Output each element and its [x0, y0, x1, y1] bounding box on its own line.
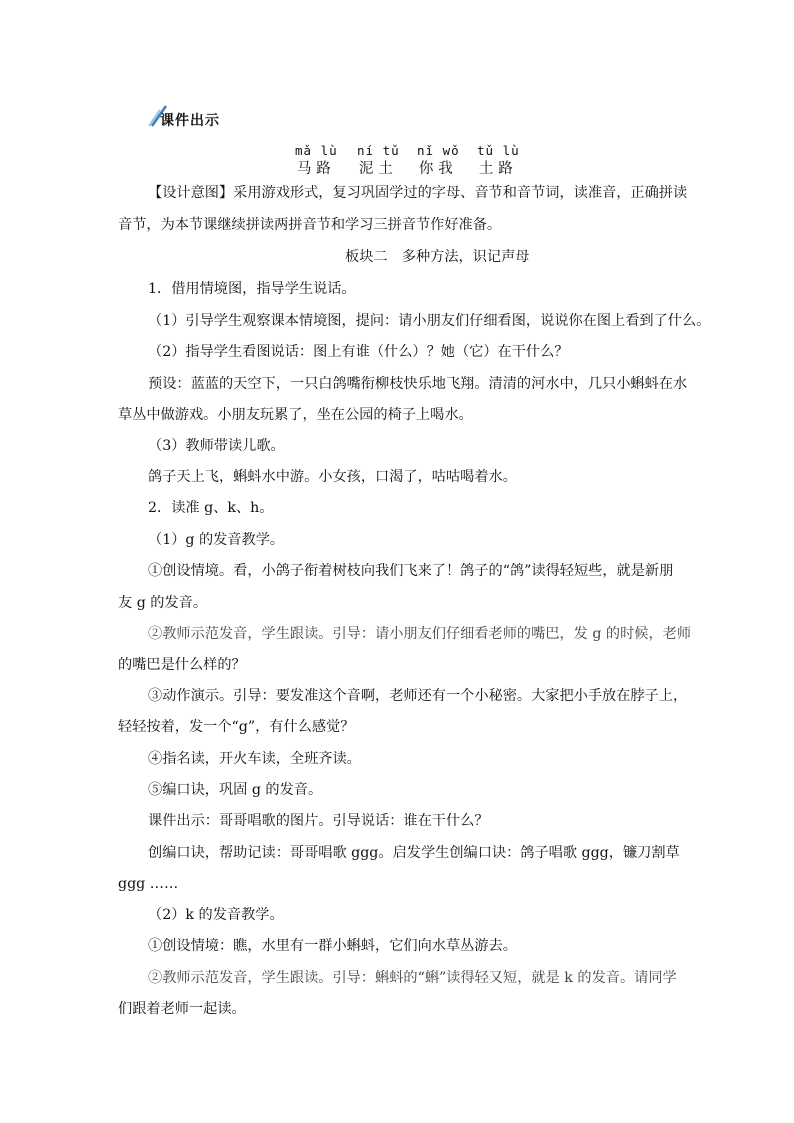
paragraph-line: 课件出示：哥哥唱歌的图片。引导说话：谁在干什么？ — [148, 813, 489, 829]
pinyin-text: nǐ wǒ — [417, 143, 460, 158]
paragraph-line: （1）g 的发音教学。 — [148, 532, 285, 548]
paragraph-line: 鸽子天上飞，蝌蚪水中游。小女孩，口渴了，咕咕喝着水。 — [148, 469, 517, 485]
paragraph-line: ④指名读，开火车读，全班齐读。 — [148, 751, 361, 767]
paragraph-line: ②教师示范发音，学生跟读。引导：蝌蚪的“蝌”读得轻又短，就是 k 的发音。请同学 — [148, 970, 677, 986]
paragraph-line: 创编口诀，帮助记读：哥哥唱歌 ggg。启发学生创编口诀：鸽子唱歌 ggg，镰刀割草 — [148, 845, 680, 861]
paragraph-line: 们跟着老师一起读。 — [118, 1001, 246, 1017]
paragraph-line: 的嘴巴是什么样的？ — [118, 657, 246, 673]
paragraph-line: 友 g 的发音。 — [118, 595, 208, 611]
paragraph-line: （1）引导学生观察课本情境图，提问：请小朋友们仔细看图，说说你在图上看到了什么。 — [148, 313, 711, 329]
paragraph-line: ggg …… — [118, 876, 179, 892]
hanzi-text: 马路 — [296, 161, 336, 177]
pinyin-word — [477, 143, 520, 179]
paragraph-line: ①创设情境：瞧，水里有一群小蝌蚪，它们向水草丛游去。 — [148, 938, 517, 954]
hanzi-text: 泥土 — [358, 161, 398, 177]
paragraph-line: 1．借用情境图，指导学生说话。 — [148, 281, 356, 297]
paragraph-line: ①创设情境。看，小鸽子衔着树枝向我们飞来了！鸽子的“鸽”读得轻短些，就是新朋 — [148, 563, 674, 579]
paragraph-line: ⑤编口诀，巩固 g 的发音。 — [148, 782, 323, 798]
pinyin-word — [357, 143, 400, 179]
section-label-text: 课件出示 — [160, 113, 220, 129]
paragraph-line: （2）指导学生看图说话：图上有谁（什么）？她（它）在干什么？ — [148, 344, 569, 360]
paragraph-line: 预设：蓝蓝的天空下，一只白鸽嘴衔柳枝快乐地飞翔。清清的河水中，几只小蝌蚪在水 — [148, 376, 688, 392]
pinyin-text: ní tǔ — [357, 143, 400, 158]
pinyin-word — [417, 143, 460, 179]
design-intent-line-1: 【设计意图】采用游戏形式，复习巩固学过的字母、音节和音节词，读准音，正确拼读 — [148, 185, 688, 201]
paragraph-line: ②教师示范发音，学生跟读。引导：请小朋友们仔细看老师的嘴巴，发 g 的时候，老师 — [148, 626, 692, 642]
paragraph-line: （2）k 的发音教学。 — [148, 907, 284, 923]
hanzi-text: 你我 — [418, 161, 458, 177]
design-intent-line-2: 音节，为本节课继续拼读两拼音节和学习三拼音节作好准备。 — [118, 217, 502, 233]
pinyin-word — [295, 143, 338, 179]
hanzi-text: 土路 — [478, 161, 518, 177]
paragraph-line: ③动作演示。引导：要发准这个音啊，老师还有一个小秘密。大家把小手放在脖子上， — [148, 688, 688, 704]
pinyin-text: tǔ lù — [477, 143, 520, 158]
block-heading: 板块二 多种方法，识记声母 — [345, 249, 530, 265]
paragraph-line: 草丛中做游戏。小朋友玩累了，坐在公园的椅子上喝水。 — [118, 407, 473, 423]
paragraph-line: 轻轻按着，发一个“g”，有什么感觉？ — [118, 719, 355, 735]
pinyin-text: mǎ lù — [295, 143, 338, 158]
paragraph-line: （3）教师带读儿歌。 — [148, 438, 285, 454]
paragraph-line: 2．读准 g、k、h。 — [148, 500, 274, 516]
